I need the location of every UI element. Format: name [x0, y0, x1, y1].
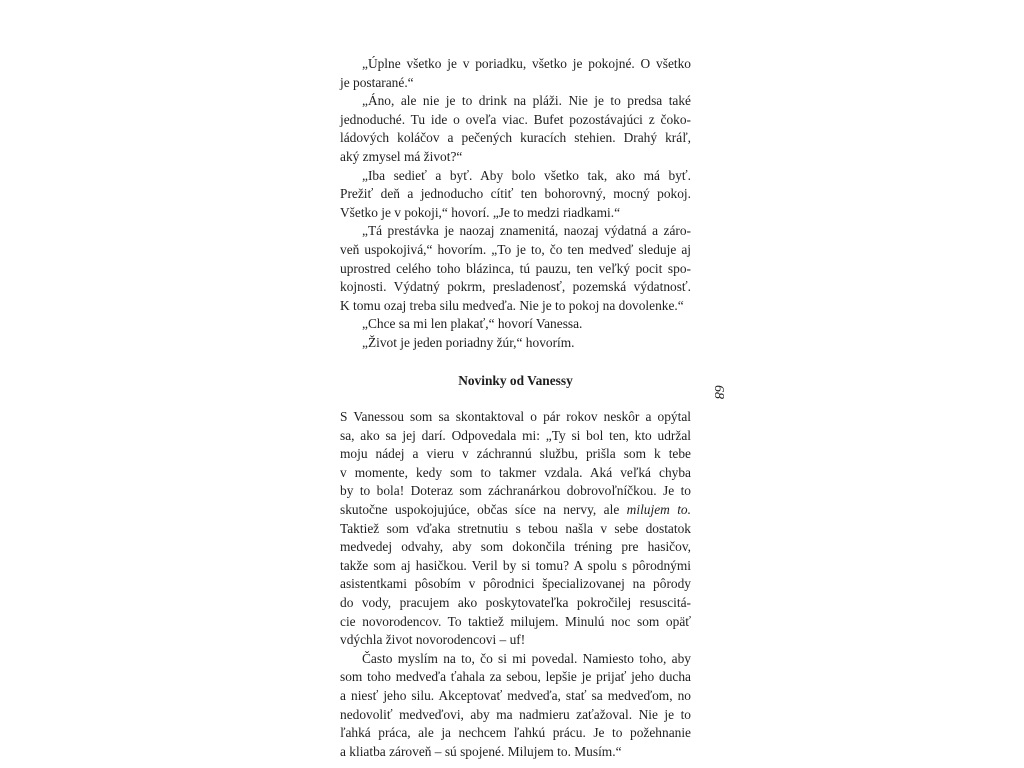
text-line: „Úplne všetko je v poriadku, všetko je pokojné. O všetko — [362, 56, 691, 71]
text-line: uprostred celého toho blázinca, tú pauzu, ten veľký pocit spo- — [340, 260, 691, 276]
text-line: by to bola! Doteraz som záchranárkou dobrovoľníčkou. Je to — [340, 483, 691, 499]
emphasized-text: milujem to. — [626, 502, 691, 518]
text-line: „Život je jeden poriadny žúr,“ hovorím. — [362, 334, 575, 350]
text-line: kojnosti. Výdatný pokrm, presladenosť, pozemská výdatnosť. — [340, 279, 691, 295]
text-line: nedovoliť medveďovi, aby ma nadmieru zaťažoval. Nie je to — [340, 706, 691, 722]
text-line: ládových koláčov a pečených kuracích stehien. Drahý kráľ, — [340, 130, 691, 146]
dialogue-paragraph — [340, 92, 691, 166]
dialogue-paragraph — [340, 222, 691, 315]
dialogue-paragraph — [340, 334, 691, 353]
text-line: ľahká práca, ale ja nechcem ľahkú prácu. Je to požehnanie — [340, 725, 691, 741]
text-line: moju nádej a vieru v záchrannú službu, prišla som k tebe — [340, 446, 691, 462]
text-line-with-emphasis — [340, 501, 691, 520]
text-line: Všetko je v pokoji,“ hovorí. „Je to medzi riadkami.“ — [340, 204, 621, 220]
page-number: 68 — [711, 385, 726, 399]
text-line: asistentkami pôsobím v pôrodnici špecializovanej na pôrody — [340, 576, 691, 592]
dialogue-paragraph — [340, 167, 691, 223]
text-line: do vody, pracujem ako poskytovateľka pokročilej resuscitá- — [340, 595, 691, 611]
text-line: v momente, kedy som to takmer vzdala. Aká veľká chyba — [340, 464, 691, 480]
text-line: vdýchla život novorodencovi – uf! — [340, 632, 526, 648]
text-line: Často myslím na to, čo si mi povedal. Namiesto toho, aby — [362, 650, 691, 666]
dialogue-paragraph — [340, 55, 691, 92]
text-line: som toho medveďa ťahala za sebou, lepšie je prijať jeho ducha — [340, 669, 691, 685]
text-line: „Iba sedieť a byť. Aby bolo všetko tak, ako má byť. — [362, 167, 691, 183]
section-paragraph — [340, 650, 691, 762]
text-line: „Tá prestávka je naozaj znamenitá, naozaj výdatná a záro- — [362, 223, 691, 239]
text-line: cie novorodencov. To taktiež milujem. Minulú noc som opäť — [340, 613, 691, 629]
text-line: a kliatba zároveň – sú spojené. Milujem to. Musím.“ — [340, 743, 622, 759]
text-line: takže som aj hasičkou. Veril by si tomu? A spolu s pôrodnými — [340, 557, 691, 573]
text-line: veň uspokojivá,“ hovorím. „To je to, čo ten medveď sleduje aj — [340, 241, 691, 257]
section-heading: Novinky od Vanessy — [458, 372, 573, 388]
text-line: jednoduché. Tu ide o oveľa viac. Bufet pozostávajúci z čoko- — [340, 111, 691, 127]
dialogue-paragraph — [340, 315, 691, 334]
section-paragraph — [340, 408, 691, 650]
text-line: aký zmysel má život?“ — [340, 148, 463, 164]
text-line: Taktiež som vďaka stretnutiu s tebou našla v sebe dostatok — [340, 520, 691, 536]
text-segment: skutočne uspokojujúce, občas síce na nervy, ale — [340, 502, 620, 518]
book-page — [340, 55, 691, 761]
text-line: medvedej odvahy, aby som dokončila tréning pre hasičov, — [340, 539, 691, 555]
text-line: je postarané.“ — [340, 74, 414, 90]
text-line: sa, ako sa jej darí. Odpovedala mi: „Ty si bol ten, kto udržal — [340, 427, 691, 443]
text-line: a niesť jeho silu. Akceptovať medveďa, stať sa medveďom, no — [340, 688, 691, 703]
text-line: K tomu ozaj treba silu medveďa. Nie je to pokoj na dovolenke.“ — [340, 297, 684, 313]
text-line: „Chce sa mi len plakať,“ hovorí Vanessa. — [362, 316, 583, 332]
text-line: Prežiť deň a jednoducho cítiť ten bohorovný, mocný pokoj. — [340, 186, 691, 202]
text-line: „Áno, ale nie je to drink na pláži. Nie je to predsa také — [362, 93, 691, 109]
text-line: S Vanessou som sa skontaktoval o pár rokov neskôr a opýtal — [340, 409, 691, 425]
